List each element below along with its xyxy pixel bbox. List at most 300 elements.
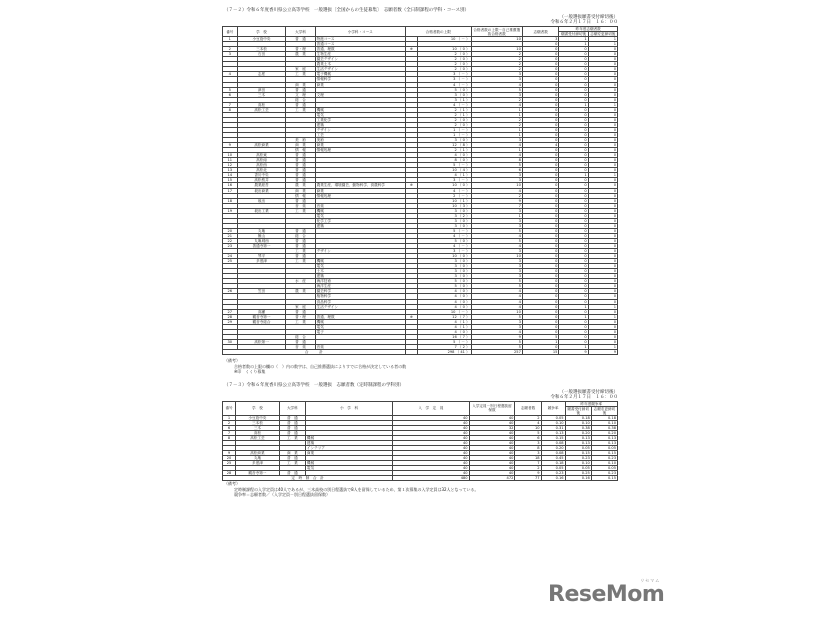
dept: 水 産 bbox=[286, 279, 315, 284]
course: 機械 bbox=[315, 259, 405, 264]
capacity: 40 bbox=[393, 440, 469, 445]
prev-a: 0 bbox=[559, 294, 588, 299]
course: インテリア bbox=[305, 445, 392, 450]
dept: 普 通 bbox=[286, 228, 315, 233]
prev-a: 0 bbox=[559, 203, 588, 208]
prev-b: 0 bbox=[588, 274, 617, 279]
quota-minus: 3 bbox=[471, 92, 522, 97]
quota: 3 （ 0 ） bbox=[418, 259, 472, 264]
th2-cap-minus: 入学定員－別日程選抜留保数 bbox=[469, 401, 515, 415]
dept: 普 通 bbox=[286, 309, 315, 314]
prev-a: 0.23 bbox=[565, 456, 591, 461]
course: 商業 bbox=[315, 143, 405, 148]
prev-b: 0 bbox=[588, 334, 617, 339]
prev-a: 1 bbox=[559, 173, 588, 178]
applicants: 0 bbox=[522, 107, 559, 112]
row-no: 10 bbox=[223, 153, 238, 158]
prev-a: 0 bbox=[559, 127, 588, 132]
quota: 10 （ 0 ） bbox=[418, 254, 472, 259]
course: 建築 bbox=[315, 223, 405, 228]
applicants: 0 bbox=[522, 213, 559, 218]
quota: 5 （ － ） bbox=[418, 228, 472, 233]
course: 機械 bbox=[305, 435, 392, 440]
dept: 工 業 bbox=[286, 249, 315, 254]
prev-b: 1 bbox=[588, 37, 617, 42]
school-name: 高松西 bbox=[237, 163, 286, 168]
prev-b: 0 bbox=[588, 238, 617, 243]
capacity: 40 bbox=[393, 425, 469, 430]
quota: 2 （ 1 ） bbox=[418, 112, 472, 117]
school-name: 小豆島中央 bbox=[237, 37, 286, 42]
applicants: 0 bbox=[522, 284, 559, 289]
total-prev-a: 9 bbox=[559, 350, 588, 355]
school-name: 小豆島中央 bbox=[236, 415, 280, 420]
applicants: 0 bbox=[522, 254, 559, 259]
dept: 普 通 bbox=[286, 168, 315, 173]
applicants: 0 bbox=[522, 92, 559, 97]
quota-minus: 2 bbox=[471, 62, 522, 67]
school-name: 観音寺第一 bbox=[236, 471, 280, 476]
th-course: 小学科・コース bbox=[315, 27, 405, 37]
prev-b: 0 bbox=[588, 62, 617, 67]
course: 美術 bbox=[315, 138, 405, 143]
prev-a: 0 bbox=[559, 72, 588, 77]
quota: 4 （ － ） bbox=[418, 102, 472, 107]
applicants: 6 bbox=[515, 435, 541, 440]
quota: 3 （ 0 ） bbox=[418, 223, 472, 228]
quota: 2 （ 1 ） bbox=[418, 148, 472, 153]
prev-a: 0 bbox=[559, 148, 588, 153]
course: 商業 bbox=[315, 82, 405, 87]
dept: 普 通 bbox=[286, 178, 315, 183]
course: 機械 bbox=[305, 461, 392, 466]
row-no: 2 bbox=[223, 420, 236, 425]
quota: 2 （ 0 ） bbox=[418, 62, 472, 67]
row-no: 3 bbox=[223, 52, 238, 57]
row-no: 6 bbox=[223, 92, 238, 97]
quota: 4 （ 0 ） bbox=[418, 299, 472, 304]
th2-applicants: 志願者数 bbox=[515, 401, 541, 415]
doc2-title: （７－３）令和６年度香川県公立高等学校 一般選抜 志願者数（定時制課程の学科別） bbox=[224, 382, 404, 388]
course: 農業生産、環境園芸、動物科学、食農科学 bbox=[315, 183, 405, 188]
applicants: 0 bbox=[522, 344, 559, 349]
prev-b: 1 bbox=[588, 344, 617, 349]
prev-b: 0 bbox=[588, 254, 617, 259]
prev-a: 0 bbox=[559, 244, 588, 249]
applicants: 3 bbox=[515, 451, 541, 456]
row-no: 19 bbox=[223, 208, 238, 213]
course: 農業土木 bbox=[315, 62, 405, 67]
prev-b: 0 bbox=[588, 168, 617, 173]
dept: 普 通 bbox=[286, 173, 315, 178]
applicants: 0 bbox=[522, 67, 559, 72]
prev-b: 0 bbox=[588, 122, 617, 127]
dept: 情 報 bbox=[286, 148, 315, 153]
prev-a: 0 bbox=[559, 264, 588, 269]
ratio: 0.05 bbox=[541, 415, 565, 420]
prev-a: 0 bbox=[559, 208, 588, 213]
row-no: 24 bbox=[223, 254, 238, 259]
quota-minus: 2 bbox=[471, 122, 522, 127]
course: デザイン bbox=[315, 127, 405, 132]
quota-minus: 3 bbox=[471, 274, 522, 279]
quota: 4 （ － ） bbox=[418, 244, 472, 249]
prev-b: 0 bbox=[588, 319, 617, 324]
course: 建築 bbox=[315, 122, 405, 127]
quota-minus: 5 bbox=[471, 238, 522, 243]
course: 電子 bbox=[315, 329, 405, 334]
quota: 10 （ 0 ） bbox=[418, 183, 472, 188]
applicants: 0 bbox=[522, 47, 559, 52]
prev-b: 0.13 bbox=[591, 440, 617, 445]
prev-a: 0 bbox=[559, 198, 588, 203]
dept: 普・理 bbox=[286, 314, 315, 319]
prev-a: 0 bbox=[559, 233, 588, 238]
course: 特進コース bbox=[315, 37, 405, 42]
quota: 5 （ 0 ） bbox=[418, 279, 472, 284]
total-applicants: 77 bbox=[515, 476, 541, 481]
th2-prev-b: 志願変更締切後 bbox=[591, 406, 617, 415]
course: 建築 bbox=[305, 440, 392, 445]
course: 電気 bbox=[315, 213, 405, 218]
quota-minus: 4 bbox=[471, 294, 522, 299]
school-name: 観音寺総合 bbox=[237, 319, 286, 324]
applicants: 0 bbox=[522, 203, 559, 208]
course: 普通コース bbox=[315, 42, 405, 47]
doc1-date-label: 令和６年２月１７日 １６：００ bbox=[550, 20, 618, 25]
quota: 3 （ － ） bbox=[418, 249, 472, 254]
course: 情報処理 bbox=[315, 193, 405, 198]
school-name: 飯山 bbox=[237, 233, 286, 238]
dept: 音 楽 bbox=[286, 203, 315, 208]
doc1-table bbox=[222, 26, 618, 355]
prev-b: 0 bbox=[588, 143, 617, 148]
prev-b: 0 bbox=[588, 264, 617, 269]
quota-minus: 3 bbox=[471, 138, 522, 143]
school-name: 高松北 bbox=[237, 168, 286, 173]
th-quota: 合格者数の上限 bbox=[405, 27, 471, 37]
prev-a: 0 bbox=[559, 92, 588, 97]
quota: 4 （ 1 ） bbox=[418, 173, 472, 178]
applicants: 0 bbox=[522, 122, 559, 127]
prev-a: 0 bbox=[559, 238, 588, 243]
th2-prev-a: 願書受付締切後 bbox=[565, 406, 591, 415]
row-no: 27 bbox=[223, 309, 238, 314]
prev-a: 0 bbox=[559, 334, 588, 339]
dept: 普 通 bbox=[279, 415, 305, 420]
prev-b: 0 bbox=[588, 77, 617, 82]
dept: 美 術 bbox=[286, 138, 315, 143]
prev-a: 0 bbox=[559, 339, 588, 344]
prev-a: 0 bbox=[559, 122, 588, 127]
prev-b: 0 bbox=[588, 92, 617, 97]
quota-minus: 5 bbox=[471, 163, 522, 168]
th-school: 学 校 bbox=[237, 27, 286, 37]
course: 工芸 bbox=[315, 132, 405, 137]
prev-b: 0 bbox=[588, 299, 617, 304]
course: 建築 bbox=[315, 274, 405, 279]
applicants: 2 bbox=[515, 466, 541, 471]
school-name: 三木 bbox=[236, 425, 280, 430]
row-no: 9 bbox=[223, 143, 238, 148]
prev-b: 0 bbox=[588, 132, 617, 137]
dept: 普 通 bbox=[286, 198, 315, 203]
school-name: 観音寺第一 bbox=[237, 314, 286, 319]
course: 工業化学 bbox=[315, 117, 405, 122]
doc2-stage-label: （一般選抜願書受付締切後） bbox=[559, 389, 618, 395]
row-no: 16 bbox=[223, 183, 238, 188]
quota: 2 （ － ） bbox=[418, 193, 472, 198]
prev-a: 0 bbox=[559, 143, 588, 148]
row-no: 21 bbox=[223, 233, 238, 238]
th-no: 番号 bbox=[223, 27, 238, 37]
total-cap-minus: 472 bbox=[469, 476, 515, 481]
quota-minus: 9 bbox=[471, 198, 522, 203]
quota: 3 （ 0 ） bbox=[418, 269, 472, 274]
prev-b: 0 bbox=[588, 218, 617, 223]
applicants: 0 bbox=[522, 163, 559, 168]
row-no: 26 bbox=[223, 289, 238, 294]
dept: 普 通 bbox=[286, 158, 315, 163]
applicants: 0 bbox=[522, 102, 559, 107]
prev-a: 0 bbox=[559, 52, 588, 57]
applicants: 0 bbox=[522, 319, 559, 324]
mark: ※ bbox=[405, 314, 417, 319]
school-name: 坂出工業 bbox=[237, 208, 286, 213]
prev-b: 0 bbox=[588, 244, 617, 249]
cap-minus: 40 bbox=[469, 461, 515, 466]
applicants: 0 bbox=[522, 72, 559, 77]
quota-minus: 10 bbox=[471, 309, 522, 314]
applicants: 0 bbox=[522, 244, 559, 249]
cap-minus: 40 bbox=[469, 420, 515, 425]
prev-a: 0 bbox=[559, 228, 588, 233]
doc2-note-1: 定時制課程の入学定員は40人であるが、三木高校の別日程選抜で8人を留保しているため、第１次募集の入学定員は32人となっている。 bbox=[234, 486, 479, 492]
quota: 3 （ 0 ） bbox=[418, 208, 472, 213]
dept: 商 業 bbox=[286, 143, 315, 148]
prev-b: 0 bbox=[588, 87, 617, 92]
school-name: 多度津 bbox=[237, 259, 286, 264]
prev-a: 0 bbox=[559, 77, 588, 82]
course: デザイン bbox=[315, 249, 405, 254]
school-name: 高松商業 bbox=[236, 451, 280, 456]
prev-b: 0 bbox=[588, 138, 617, 143]
row-no: 17 bbox=[223, 188, 238, 193]
applicants: 0 bbox=[522, 274, 559, 279]
applicants: 0 bbox=[522, 223, 559, 228]
total-prev-a: 0.16 bbox=[565, 476, 591, 481]
prev-a: 0.10 bbox=[565, 461, 591, 466]
school-name: 高松東 bbox=[237, 153, 286, 158]
dept: 普 通 bbox=[279, 425, 305, 430]
row-no: 1 bbox=[223, 415, 236, 420]
prev-a: 0 bbox=[559, 132, 588, 137]
resemom-watermark-logo bbox=[548, 578, 665, 607]
quota: 4 （ 0 ） bbox=[418, 329, 472, 334]
quota-minus: 10 bbox=[471, 37, 522, 42]
quota: 7 （ 2 ） bbox=[418, 344, 472, 349]
school-name: 石田 bbox=[237, 52, 286, 57]
quota: 5 （ 0 ） bbox=[418, 87, 472, 92]
school-name: 高瀬 bbox=[237, 309, 286, 314]
quota-minus: 1 bbox=[471, 213, 522, 218]
prev-b: 0 bbox=[588, 52, 617, 57]
prev-b: 0 bbox=[588, 289, 617, 294]
applicants: 0 bbox=[522, 314, 559, 319]
applicants: 0 bbox=[522, 228, 559, 233]
quota-minus: 2 bbox=[471, 97, 522, 102]
quota-minus: 5 bbox=[471, 279, 522, 284]
prev-b: 0 bbox=[588, 339, 617, 344]
prev-a: 0 bbox=[559, 289, 588, 294]
prev-b: 0 bbox=[588, 269, 617, 274]
quota-minus: 4 bbox=[471, 233, 522, 238]
prev-a: 0 bbox=[559, 284, 588, 289]
quota-minus: 3 bbox=[471, 259, 522, 264]
prev-a: 0 bbox=[559, 249, 588, 254]
dept: 普 通 bbox=[279, 430, 305, 435]
course: 生活デザイン bbox=[315, 304, 405, 309]
prev-a: 1 bbox=[559, 344, 588, 349]
applicants: 0 bbox=[522, 279, 559, 284]
prev-a: 0 bbox=[559, 87, 588, 92]
quota: 3 （ 0 ） bbox=[418, 218, 472, 223]
cap-minus: 40 bbox=[469, 456, 515, 461]
prev-a: 0 bbox=[559, 153, 588, 158]
prev-a: 0 bbox=[559, 324, 588, 329]
prev-b: 0 bbox=[588, 198, 617, 203]
total-quota-minus: 257 bbox=[471, 350, 522, 355]
prev-b: 0 bbox=[588, 178, 617, 183]
quota-minus: 1 bbox=[471, 132, 522, 137]
prev-b: 0 bbox=[588, 223, 617, 228]
quota: 2 （ 0 ） bbox=[418, 52, 472, 57]
dept: 普 通 bbox=[286, 244, 315, 249]
quota: 4 （ 0 ） bbox=[418, 304, 472, 309]
prev-a: 1 bbox=[559, 304, 588, 309]
quota-minus: 3 bbox=[471, 324, 522, 329]
applicants: 0 bbox=[522, 117, 559, 122]
quota-minus: 3 bbox=[471, 223, 522, 228]
quota-minus: 5 bbox=[471, 228, 522, 233]
quota: 4 （ 1 ） bbox=[418, 319, 472, 324]
prev-b: 0 bbox=[588, 127, 617, 132]
prev-b: 0 bbox=[588, 183, 617, 188]
th2-prev: 昨年度競争率 bbox=[565, 401, 617, 406]
row-no: 13 bbox=[223, 168, 238, 173]
applicants: 0 bbox=[522, 148, 559, 153]
prev-a: 0 bbox=[559, 117, 588, 122]
applicants: 7 bbox=[515, 461, 541, 466]
prev-a: 0 bbox=[559, 193, 588, 198]
quota-minus: 1 bbox=[471, 148, 522, 153]
prev-a: 0 bbox=[559, 274, 588, 279]
watermark-kana: リセマム bbox=[640, 578, 661, 583]
school-name: 三木 bbox=[237, 92, 286, 97]
row-no: 25 bbox=[223, 461, 236, 466]
doc1-title: （７－２）令和６年度香川県公立高等学校 一般選抜〔全国からの生徒募集〕 志願者数（全日制課程の学科・コース別） bbox=[224, 8, 470, 13]
applicants: 0 bbox=[522, 324, 559, 329]
th-prev: 昨年度志願者数 bbox=[559, 27, 618, 32]
prev-b: 0.10 bbox=[591, 461, 617, 466]
row-no: 29 bbox=[223, 319, 238, 324]
course: 商業 bbox=[315, 188, 405, 193]
quota: 2 （ 0 ） bbox=[418, 122, 472, 127]
quota: 3 （ － ） bbox=[418, 77, 472, 82]
prev-a: 0 bbox=[559, 47, 588, 52]
school-name: 琴平 bbox=[237, 254, 286, 259]
prev-a: 0 bbox=[559, 158, 588, 163]
prev-a: 1 bbox=[559, 42, 588, 47]
total-prev-b: 0.15 bbox=[591, 476, 617, 481]
prev-a: 0 bbox=[559, 67, 588, 72]
capacity: 40 bbox=[393, 471, 469, 476]
quota: 10 （ － ） bbox=[418, 37, 472, 42]
quota-minus: 5 bbox=[471, 314, 522, 319]
prev-a: 0 bbox=[559, 279, 588, 284]
doc2-table bbox=[222, 401, 618, 482]
row-no: 22 bbox=[223, 238, 238, 243]
applicants: 0 bbox=[522, 52, 559, 57]
quota-minus: 5 bbox=[471, 87, 522, 92]
course: 情報科学 bbox=[315, 77, 405, 82]
quota: 4 （ 0 ） bbox=[418, 153, 472, 158]
course: 電気 bbox=[315, 324, 405, 329]
quota-minus: 3 bbox=[471, 264, 522, 269]
course: 海洋生産 bbox=[315, 284, 405, 289]
cap-minus: 40 bbox=[469, 466, 515, 471]
school-name: 多度津 bbox=[236, 461, 280, 466]
total-capacity: 480 bbox=[393, 476, 469, 481]
quota-minus: 4 bbox=[471, 289, 522, 294]
ratio: 0.31 bbox=[541, 425, 565, 430]
quota: 5 （ 0 ） bbox=[418, 238, 472, 243]
quota-minus: 10 bbox=[471, 47, 522, 52]
prev-b: 0 bbox=[588, 163, 617, 168]
applicants: 0 bbox=[522, 269, 559, 274]
ratio: 0.13 bbox=[541, 430, 565, 435]
th-dept: 大学科 bbox=[286, 27, 315, 37]
quota: 2 （ 0 ） bbox=[418, 57, 472, 62]
quota: 12 （ 8 ） bbox=[418, 143, 472, 148]
quota: 4 （ 1 ） bbox=[418, 324, 472, 329]
quota-minus: 4 bbox=[471, 82, 522, 87]
quota: 3 （ － ） bbox=[418, 178, 472, 183]
th2-school: 学 校 bbox=[236, 401, 280, 415]
ratio: 0.05 bbox=[541, 466, 565, 471]
dept: 情 報 bbox=[286, 193, 315, 198]
quota-minus: 4 bbox=[471, 143, 522, 148]
dept: 普 通 bbox=[279, 420, 305, 425]
row-no: 14 bbox=[223, 173, 238, 178]
capacity: 40 bbox=[393, 466, 469, 471]
prev-b: 0 bbox=[588, 279, 617, 284]
prev-a: 0 bbox=[559, 107, 588, 112]
applicants: 0 bbox=[522, 153, 559, 158]
prev-a: 1 bbox=[559, 37, 588, 42]
dept: 普 通 bbox=[286, 254, 315, 259]
course: 生活デザイン bbox=[315, 67, 405, 72]
prev-b: 0 bbox=[588, 324, 617, 329]
applicants: 0 bbox=[522, 193, 559, 198]
prev-b: 0 bbox=[588, 203, 617, 208]
prev-b: 0 bbox=[588, 82, 617, 87]
prev-b: 0 bbox=[588, 259, 617, 264]
applicants: 0 bbox=[522, 97, 559, 102]
school-name: 三本松 bbox=[237, 47, 286, 52]
applicants: 0 bbox=[522, 299, 559, 304]
dept: 総 合 bbox=[286, 97, 315, 102]
